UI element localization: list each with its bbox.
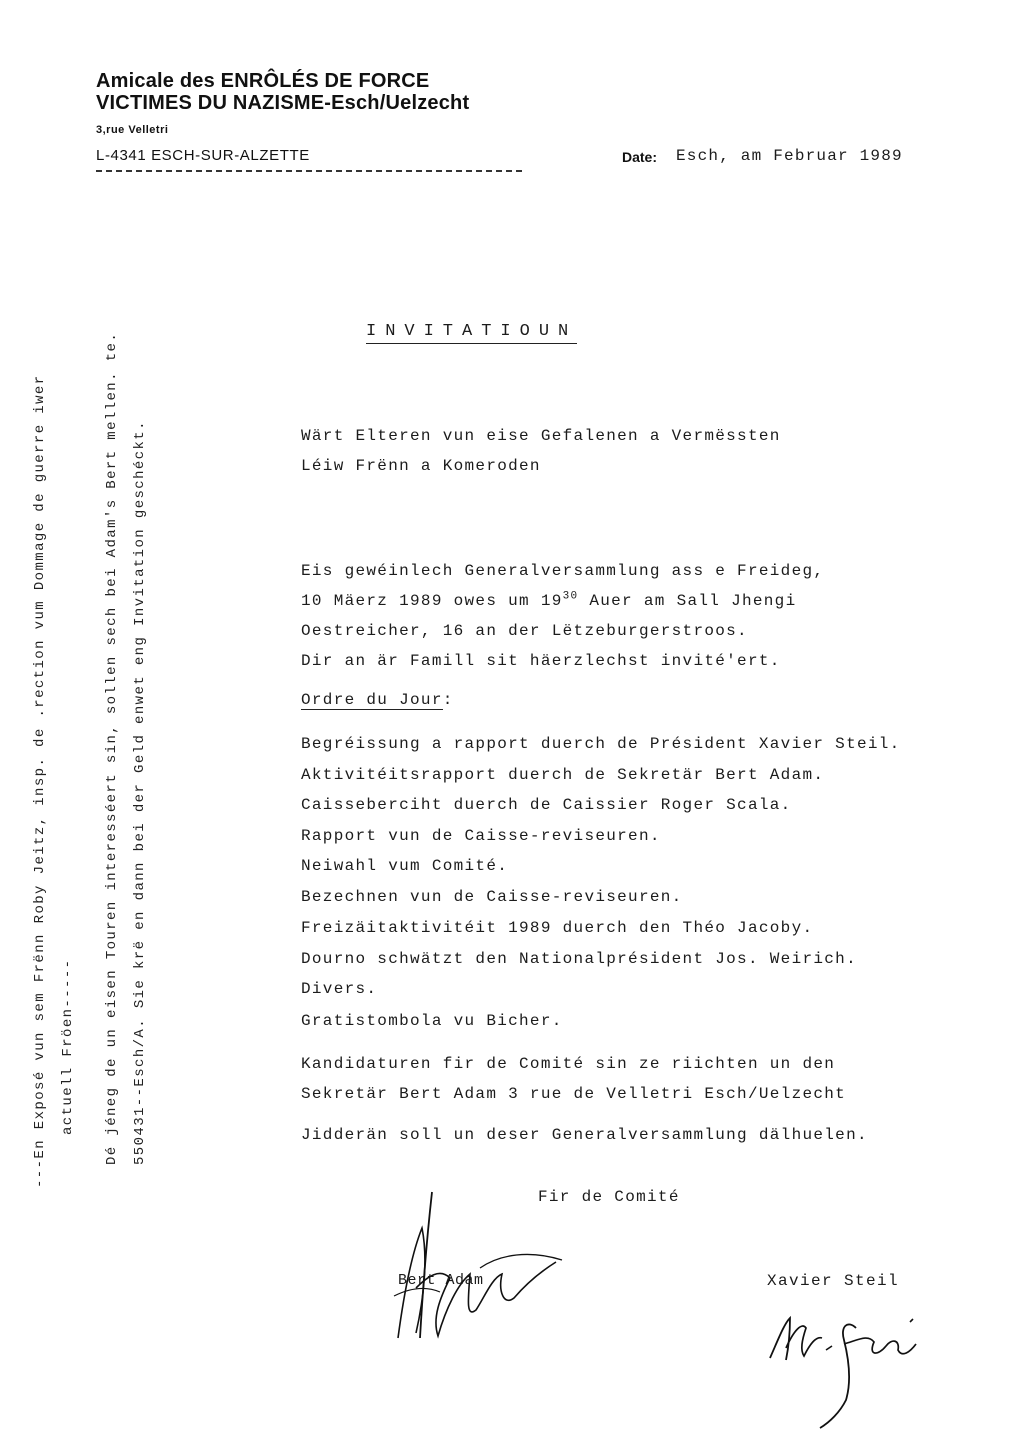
signature-right-handwritten <box>760 1300 940 1430</box>
letterhead-org-line1: Amicale des ENRÔLÉS DE FORCE <box>96 70 430 92</box>
agenda-item: Gratistombola vu Bicher. <box>301 1012 563 1030</box>
date-label: Date: <box>622 149 658 165</box>
agenda-item: Caisseberciht duerch de Caissier Roger Scala. <box>301 796 792 814</box>
agenda-heading-text: Ordre du Jour <box>301 691 443 709</box>
agenda-item: Bezechnen vun de Caisse-reviseuren. <box>301 888 683 906</box>
margin-note-1-line2: actuell Fröen----- <box>60 958 76 1135</box>
greeting-line-2: Léiw Frënn a Komeroden <box>301 457 541 475</box>
letterhead-divider <box>96 170 522 172</box>
agenda-item: Dourno schwätzt den Nationalprésident Jos. Weirich. <box>301 950 857 968</box>
agenda-item: Aktivitéitsrapport duerch de Sekretär Bert Adam. <box>301 766 825 784</box>
candidatures-line-2: Sekretär Bert Adam 3 rue de Velletri Esch/Uelzecht <box>301 1085 847 1103</box>
margin-note-1-line1: ---En Exposé vun sem Frënn Roby Jeitz, insp. de .rection vum Dommage de guerre iwer <box>32 374 48 1188</box>
signatory-left-name: Bert Adam <box>398 1272 484 1289</box>
announcement-line-2 <box>301 592 796 610</box>
agenda-item: Neiwahl vum Comité. <box>301 857 509 875</box>
announcement-line-3: Oestreicher, 16 an der Lëtzeburgerstroos. <box>301 622 748 640</box>
letterhead-org-line2: VICTIMES DU NAZISME-Esch/Uelzecht <box>96 92 470 114</box>
date-value: Esch, am Februar 1989 <box>676 147 903 165</box>
signoff: Fir de Comité <box>538 1188 680 1206</box>
candidatures-line-1: Kandidaturen fir de Comité sin ze riichten un den <box>301 1055 836 1073</box>
agenda-item: Divers. <box>301 980 378 998</box>
agenda-item: Freizäitaktivitéit 1989 duerch den Théo Jacoby. <box>301 919 814 937</box>
agenda-item: Begréissung a rapport duerch de Président Xavier Steil. <box>301 735 901 753</box>
announcement-line-4: Dir an är Famill sit häerzlechst invité'ert. <box>301 652 781 670</box>
margin-note-2-line1: Dé jéneg de un eisen Touren interesséert sin, sollen sech bei Adam's Bert mellen. te. <box>104 331 120 1165</box>
signatory-right-name: Xavier Steil <box>767 1272 900 1290</box>
announcement-date-time: 10 Mäerz 1989 owes um 19 <box>301 592 563 610</box>
greeting-line-1: Wärt Elteren vun eise Gefalenen a Vermëssten <box>301 427 781 445</box>
announcement-venue: Auer am Sall Jhengi <box>578 592 797 610</box>
letterhead-street: 3,rue Velletri <box>96 124 169 136</box>
announcement-line-1: Eis gewéinlech Generalversammlung ass e Freideg, <box>301 562 825 580</box>
agenda-heading-colon: : <box>442 691 454 709</box>
invitation-title: INVITATIOUN <box>366 322 577 344</box>
margin-note-2-line2: 550431--Esch/A. Sie krë en dann bei der Geld enwet eng Invitation geschéckt. <box>132 420 148 1165</box>
agenda-item: Rapport vun de Caisse-reviseuren. <box>301 827 661 845</box>
agenda-heading <box>301 691 454 709</box>
announcement-time-minutes: 30 <box>562 590 579 603</box>
signature-left-handwritten <box>380 1188 580 1348</box>
letterhead-city: L-4341 ESCH-SUR-ALZETTE <box>96 147 310 164</box>
closing-note: Jidderän soll un deser Generalversammlung dälhuelen. <box>301 1126 868 1144</box>
